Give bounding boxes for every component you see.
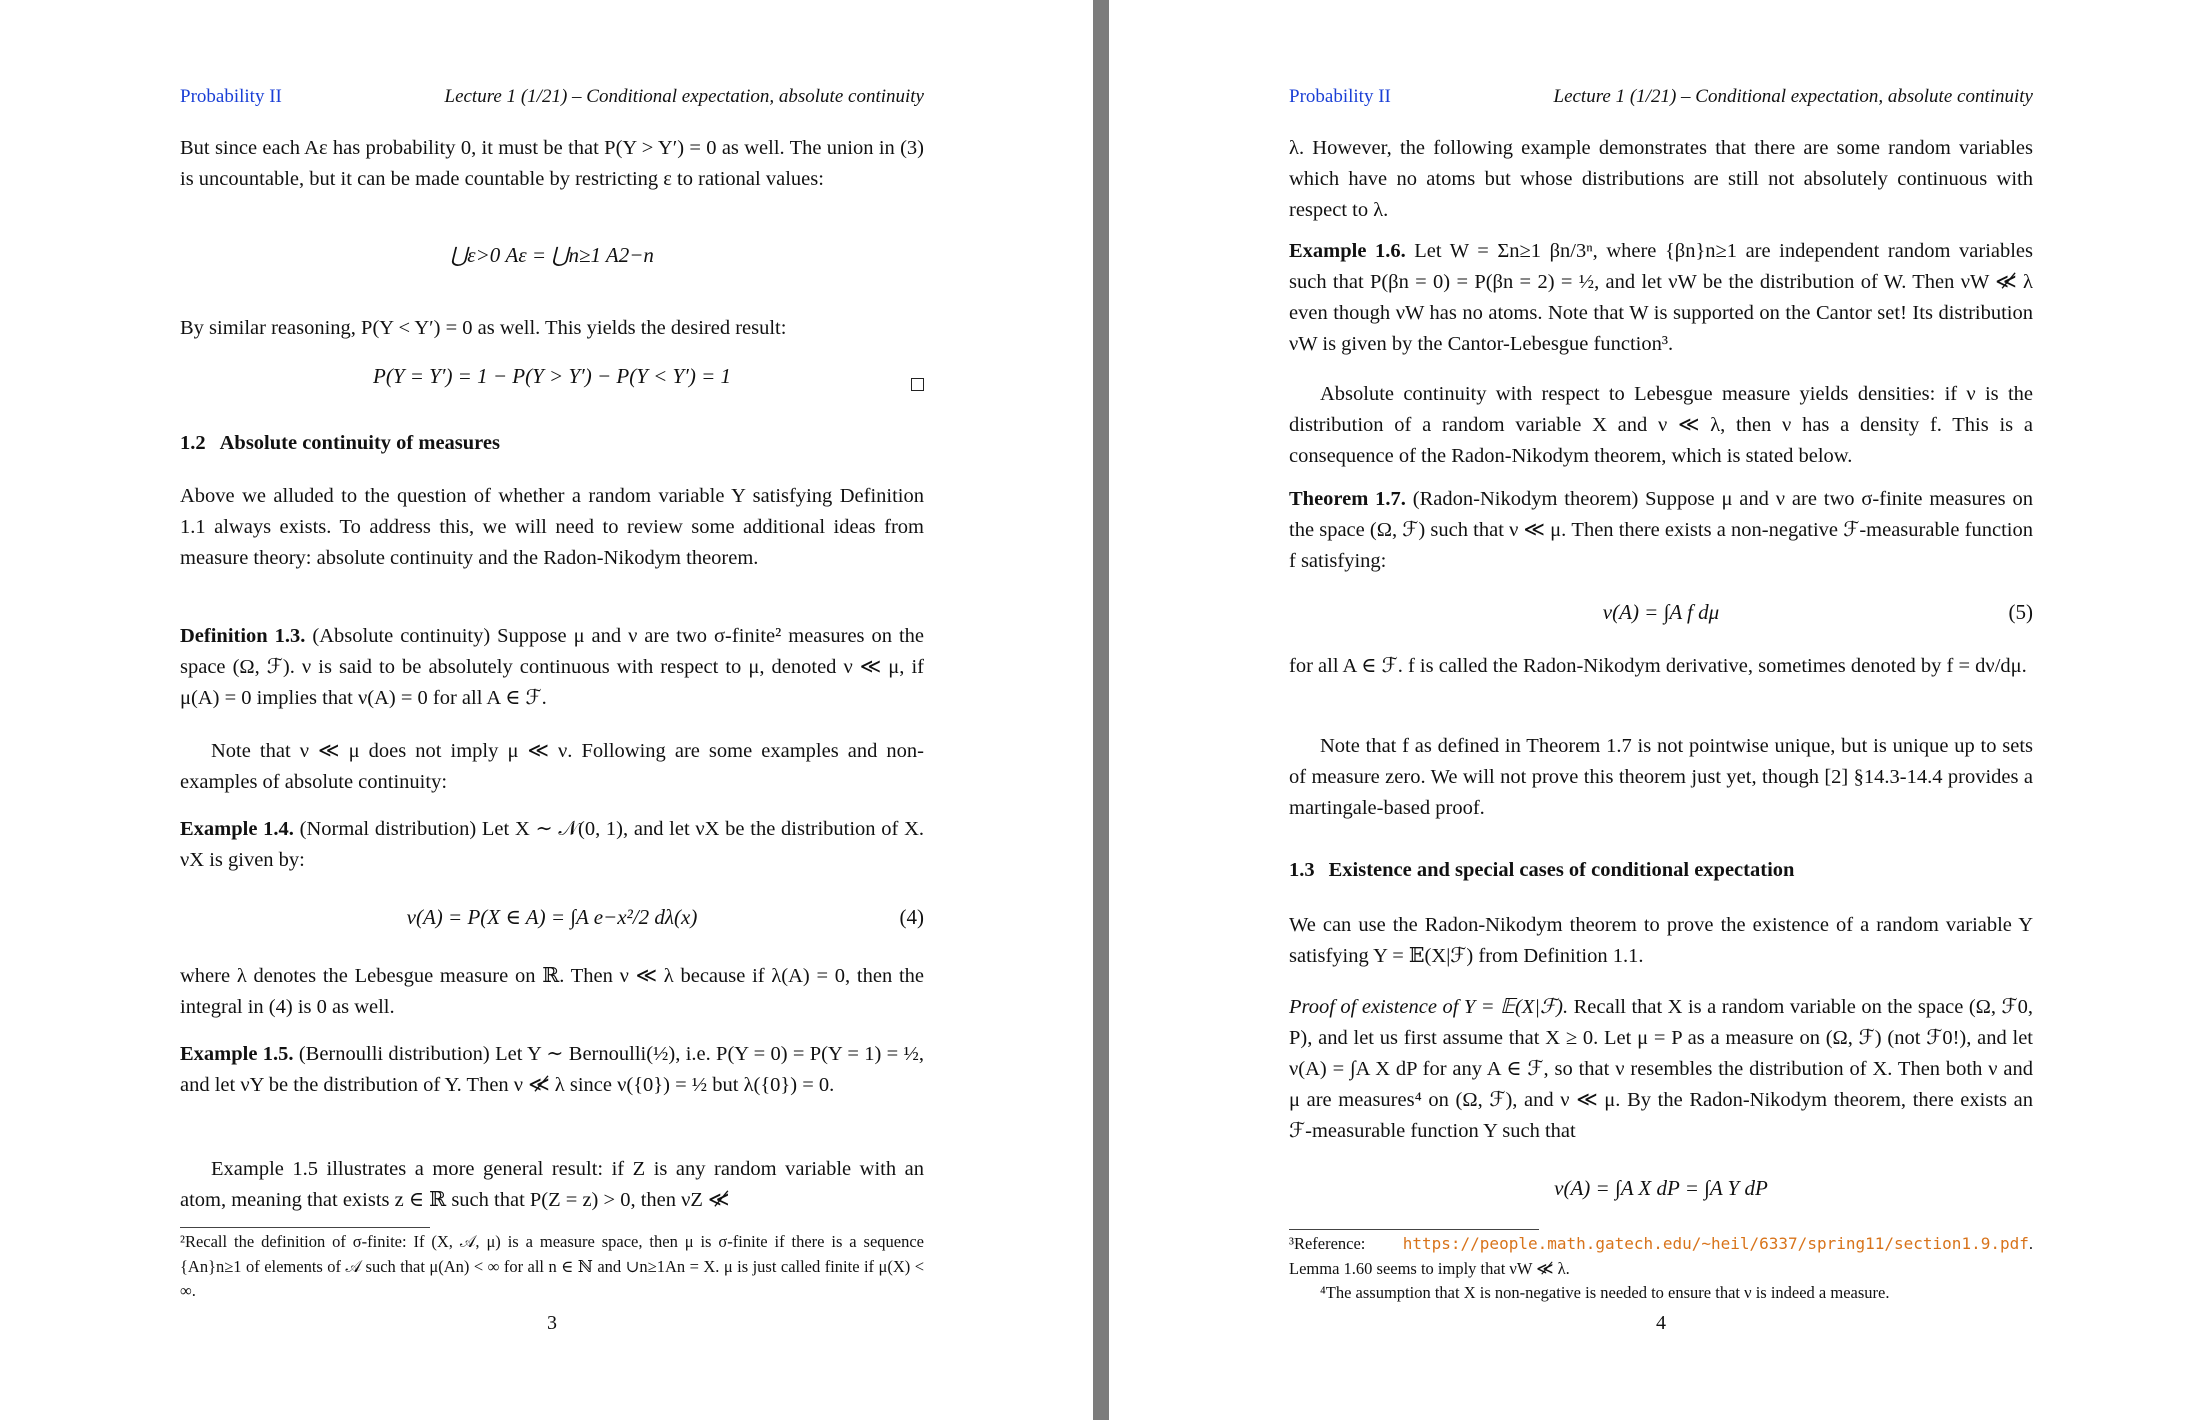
page-header: [180, 86, 924, 116]
paragraph-where: where λ denotes the Lebesgue measure on ℝ. Then ν ≪ λ because if λ(A) = 0, then the integral in (4) is 0 as well.: [180, 965, 924, 1018]
example-text: Let W = Σn≥1 βn/3ⁿ, where {βn}n≥1 are independent random variables such that P(βn = 0) = P(βn = 2) = ½, and let νW be the distribution of W. Then νW ≪̸ λ even though νW has no atoms. Note that W is supported on the Cantor set! Its distribution νW is given by the Cantor-Lebesgue function³.: [1289, 240, 2034, 355]
definition-1-3: [180, 621, 924, 714]
paragraph-above: Above we alluded to the question of whether a random variable Y satisfying Definition 1.1 always exists. To address this, we will need to review some additional ideas from measure theory: absolute continuity and the Radon-Nikodym theorem.: [180, 485, 924, 569]
section-heading: [1289, 859, 1794, 882]
equation-proof: ν(A) = ∫A X dP = ∫A Y dP: [1554, 1176, 1768, 1200]
paragraph-note: Note that ν ≪ μ does not imply μ ≪ ν. Following are some examples and non-examples of absolute continuity:: [180, 740, 924, 793]
page-3: [0, 0, 1093, 1420]
course-title: Probability II: [1289, 86, 1391, 107]
paragraph-similar: By similar reasoning, P(Y < Y′) = 0 as well. This yields the desired result:: [180, 317, 787, 339]
paragraph-continued: λ. However, the following example demonstrates that there are some random variables which have no atoms but whose distributions are still not absolutely continuous with respect to λ.: [1289, 137, 2033, 221]
example-1-5: [180, 1039, 924, 1101]
example-text: (Normal distribution) Let X ∼ 𝒩(0, 1), and let νX be the distribution of X. νX is given by:: [180, 818, 925, 871]
paragraph-density: Absolute continuity with respect to Lebesgue measure yields densities: if ν is the distribution of a random variable X and ν ≪ λ, then ν has a density f. This is a consequence of the Radon-Nikodym theorem, which is stated below.: [1289, 383, 2033, 467]
page-header: [1289, 86, 2033, 116]
equation-4: [180, 905, 924, 930]
proof-text: Recall that X is a random variable on the space (Ω, ℱ0, P), and let us first assume that X ≥ 0. Let μ = P as a measure on (Ω, ℱ) (not ℱ0!), and let ν(A) = ∫A X dP for any A ∈ ℱ, so that ν resembles the distribution of X. Then both ν and μ are measures⁴ on (Ω, ℱ), and ν ≪ μ. By the Radon-Nikodym theorem, there exists an ℱ-measurable function Y such that: [1289, 996, 2034, 1142]
footnote-rule: [1289, 1229, 1539, 1230]
theorem-text: (Radon-Nikodym theorem) Suppose μ and ν are two σ-finite measures on the space (Ω, ℱ) such that ν ≪ μ. Then there exists a non-negative ℱ-measurable function f satisfying:: [1289, 488, 2034, 572]
paragraph-forall: for all A ∈ ℱ. f is called the Radon-Nikodym derivative, sometimes denoted by f = dν/dμ.: [1289, 655, 2027, 677]
section-title: Existence and special cases of conditional expectation: [1328, 859, 1795, 881]
equation-4-text: ν(A) = P(X ∈ A) = ∫A e−x²/2 dλ(x): [406, 905, 698, 929]
qed-box: [911, 372, 924, 397]
page-number: 4: [1656, 1312, 1666, 1334]
section-heading: [180, 432, 500, 455]
example-label: Example 1.5.: [180, 1043, 294, 1065]
lecture-title: Lecture 1 (1/21) – Conditional expectation, absolute continuity: [1553, 86, 2033, 107]
footnote-2: ²Recall the definition of σ-finite: If (X, 𝒜, μ) is a measure space, then μ is σ-finite if there is a sequence {An}n≥1 of elements of 𝒜 such that μ(An) < ∞ for all n ∈ ℕ and ∪n≥1An = X. μ is just called finite if μ(X) < ∞.: [180, 1232, 924, 1300]
example-label: Example 1.6.: [1289, 240, 1406, 262]
equation-5-text: ν(A) = ∫A f dμ: [1602, 600, 1720, 624]
course-title: Probability II: [180, 86, 282, 107]
paragraph-use: We can use the Radon-Nikodym theorem to prove the existence of a random variable Y satisfying Y = 𝔼(X|ℱ) from Definition 1.1.: [1289, 914, 2033, 967]
proof-label: Proof of existence of Y = 𝔼(X|ℱ).: [1289, 996, 1569, 1018]
paragraph-example: Example 1.5 illustrates a more general result: if Z is any random variable with an atom, meaning that exists z ∈ ℝ such that P(Z = z) > 0, then νZ ≪̸: [180, 1158, 924, 1211]
example-1-6: [1289, 236, 2033, 360]
paragraph-note-f: [1289, 731, 2033, 824]
footnote-rule: [180, 1227, 430, 1228]
example-text: (Bernoulli distribution) Let Y ∼ Bernoulli(½), i.e. P(Y = 0) = P(Y = 1) = ½, and let νY be the distribution of Y. Then ν ≪̸ λ since ν({0}) = ½ but λ({0}) = 0.: [180, 1043, 924, 1096]
theorem-label: Theorem 1.7.: [1289, 488, 1406, 510]
equation-5: [1289, 600, 2033, 625]
page-4: [1109, 0, 2202, 1420]
equation-result: [180, 364, 924, 389]
definition-text: (Absolute continuity) Suppose μ and ν are two σ-finite² measures on the space (Ω, ℱ). ν is said to be absolutely continuous with respect to μ, denoted ν ≪ μ, if μ(A) = 0 implies that ν(A) = 0 for all A ∈ ℱ.: [180, 625, 925, 709]
proof-block: [1289, 992, 2033, 1147]
definition-label: Definition 1.3.: [180, 625, 306, 647]
theorem-1-7: [1289, 484, 2033, 577]
footnote-3: ³Reference: https://people.math.gatech.edu/~heil/6337/spring11/section1.9.pdf. Lemma 1.60 seems to imply that νW ≪̸ λ.: [1289, 1234, 2033, 1278]
equation-5-number: (5): [2008, 600, 2033, 624]
section-title: Absolute continuity of measures: [219, 432, 500, 454]
page-number: 3: [547, 1312, 557, 1334]
equation-union: ⋃ε>0 Aε = ⋃n≥1 A2−n: [450, 243, 654, 267]
note-f-text: Note that f as defined in Theorem 1.7 is not pointwise unique, but is unique up to sets of measure zero. We will not prove this theorem just yet, though [2] §14.3-14.4 provides a martingale-based proof.: [1289, 735, 2033, 819]
section-number: 1.2: [180, 432, 206, 454]
footnote-3-link[interactable]: https://people.math.gatech.edu/~heil/6337/spring11/section1.9.pdf: [1402, 1234, 2029, 1253]
footnote-3-prefix: ³Reference:: [1289, 1234, 1366, 1253]
footnote-3-rest: Lemma 1.60 seems to imply that νW ≪̸ λ.: [1289, 1258, 1570, 1278]
footnote-4: ⁴The assumption that X is non-negative is needed to ensure that ν is indeed a measure.: [1320, 1283, 1890, 1302]
section-number: 1.3: [1289, 859, 1315, 881]
equation-result-text: P(Y = Y′) = 1 − P(Y > Y′) − P(Y < Y′) = 1: [373, 364, 731, 388]
example-1-4: [180, 814, 924, 876]
equation-4-number: (4): [899, 905, 924, 929]
example-label: Example 1.4.: [180, 818, 294, 840]
paragraph-intro: But since each Aε has probability 0, it must be that P(Y > Y′) = 0 as well. The union in (3) is uncountable, but it can be made countable by restricting ε to rational values:: [180, 137, 924, 190]
lecture-title: Lecture 1 (1/21) – Conditional expectation, absolute continuity: [444, 86, 924, 107]
